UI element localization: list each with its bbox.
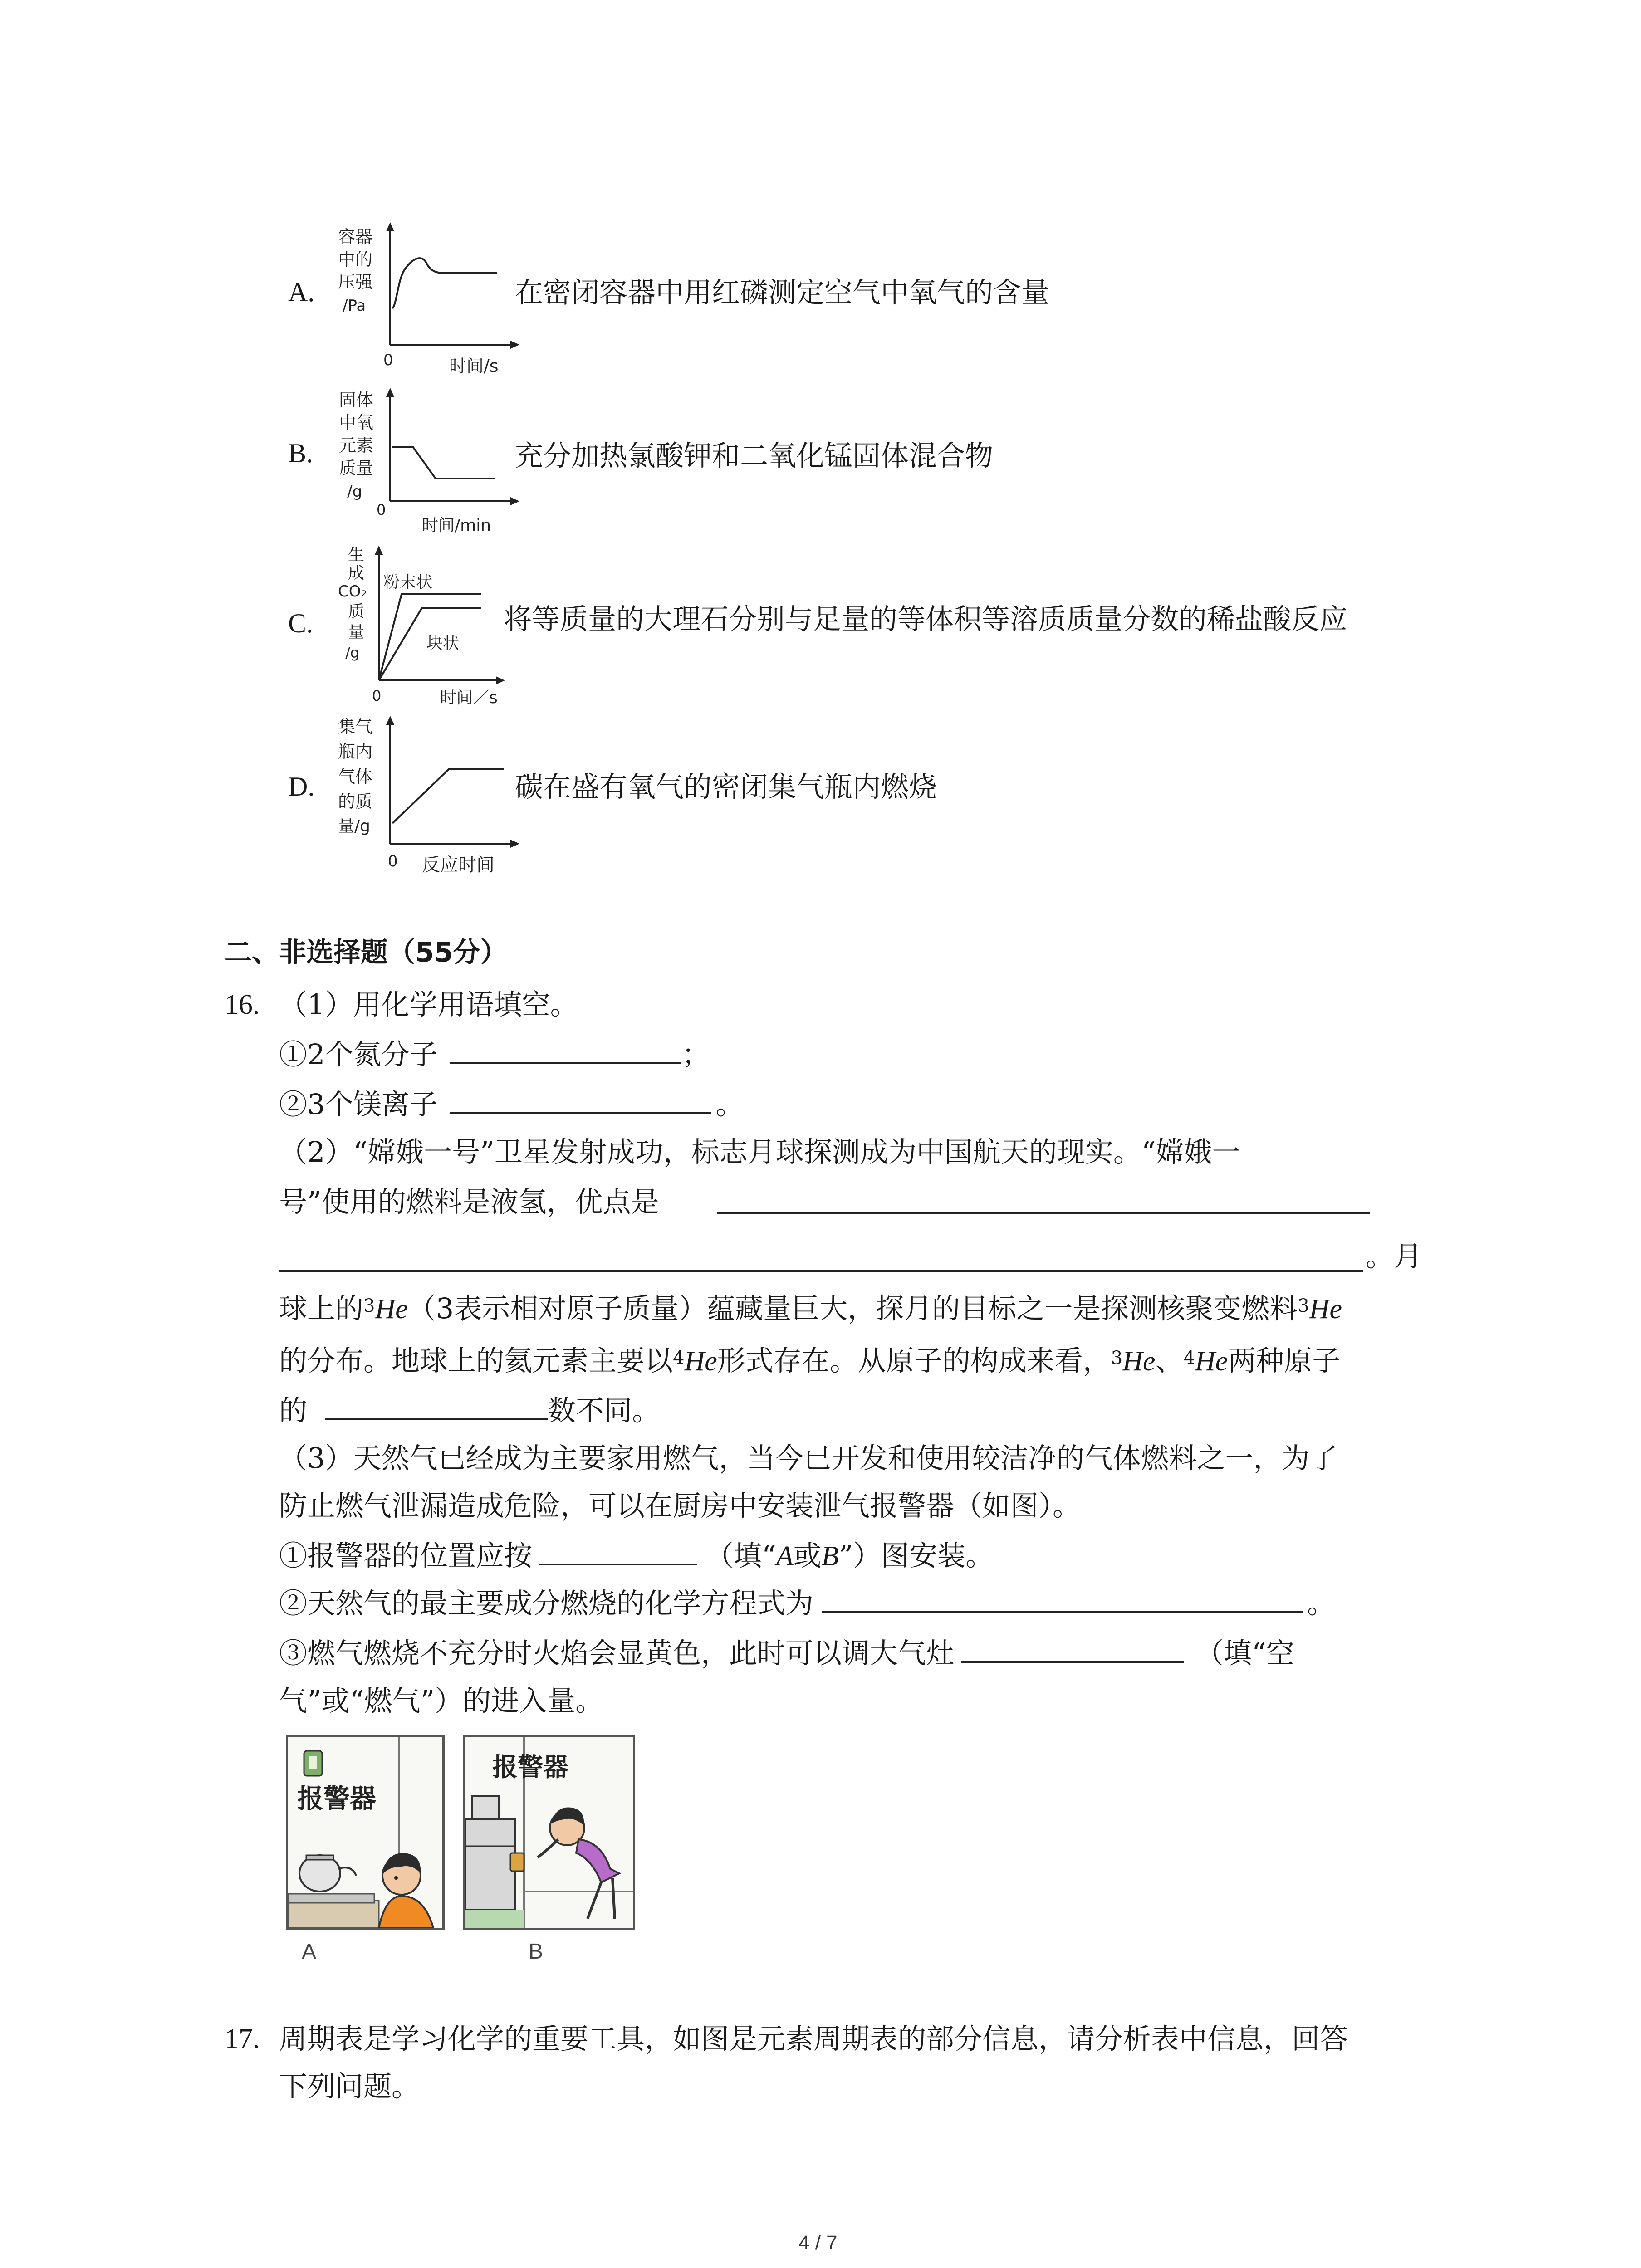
- option-c-ylabel-4: 质: [348, 602, 365, 621]
- option-b-ylabel-2: 中氧: [339, 413, 374, 433]
- figure-a-alarm-text: 报警器: [297, 1783, 377, 1814]
- option-c-ylabel-6: /g: [345, 644, 360, 661]
- option-b-ylabel-4: 质量: [339, 458, 374, 478]
- option-c-ylabel-1: 生: [348, 546, 365, 564]
- option-b-origin: 0: [377, 501, 386, 518]
- option-c-graph: [333, 542, 515, 716]
- q16-blank-alarm-position[interactable]: [539, 1538, 697, 1565]
- q16-part2-line2: 号”使用的燃料是液氢，优点是: [279, 1185, 659, 1218]
- q16-part3-item-c-cont: 气”或“燃气”）的进入量。: [279, 1684, 604, 1717]
- option-c-xlabel: 时间／s: [440, 689, 498, 707]
- figure-b-label: B: [529, 1940, 544, 1964]
- option-a-letter: A.: [288, 277, 315, 307]
- option-d-description: 碳在盛有氧气的密闭集气瓶内燃烧: [515, 770, 937, 803]
- q16-part1-item-a: ①2个氮分子 ；: [279, 1038, 710, 1071]
- option-d-origin: 0: [388, 852, 398, 870]
- option-c-description: 将等质量的大理石分别与足量的等体积等溶质质量分数的稀盐酸反应: [504, 602, 1348, 635]
- q16-blank-hydrogen-advantage-2[interactable]: [279, 1270, 1363, 1272]
- option-d-ylabel-1: 集气: [338, 717, 373, 737]
- q16-part3-item-b: ②天然气的最主要成分燃烧的化学方程式为 。: [279, 1587, 1336, 1620]
- q16-part3-line2: 防止燃气泄漏造成危险，可以在厨房中安装泄气报警器（如图）。: [279, 1489, 1081, 1522]
- option-d-letter: D.: [288, 772, 315, 802]
- option-b-graph: [333, 388, 524, 544]
- q16-part2-line6: 的 数不同。: [279, 1394, 661, 1427]
- option-d-ylabel-2: 瓶内: [338, 742, 373, 762]
- q16-part2-line5: 的分布。地球上的氦元素主要以$^4$He形式存在。从原子的构成来看，$^3$He、$^4$He两种原子: [279, 1344, 1341, 1377]
- figure-b-alarm-low: [463, 1735, 635, 1930]
- figure-a-alarm-high: [286, 1735, 445, 1930]
- option-b-ylabel-1: 固体: [339, 390, 374, 410]
- option-c-origin: 0: [372, 687, 382, 704]
- option-c-ylabel-2: 成: [348, 564, 365, 582]
- option-a-description: 在密闭容器中用红磷测定空气中氧气的含量: [515, 276, 1050, 309]
- option-a-ylabel-1: 容器: [338, 227, 373, 247]
- q16-part2-line3-end: 。月: [1366, 1240, 1422, 1273]
- section-2-title: 二、非选择题（55分）: [225, 937, 508, 968]
- option-a-graph: [333, 222, 524, 387]
- option-d-ylabel-3: 气体: [338, 767, 373, 787]
- figure-b-alarm-text: 报警器: [492, 1753, 568, 1782]
- option-d-xlabel: 反应时间: [422, 855, 495, 875]
- q17-number: 17.: [225, 2024, 260, 2054]
- option-b-xlabel: 时间/min: [422, 516, 491, 535]
- q16-part2-line4: 球上的$^3$He（3表示相对原子质量）蕴藏量巨大，探月的目标之一是探测核聚变燃料$^3$He: [279, 1292, 1342, 1325]
- q16-blank-magnesium-ions[interactable]: [450, 1087, 711, 1114]
- q16-blank-nitrogen-molecules[interactable]: [450, 1037, 681, 1064]
- option-b-ylabel-5: /g: [347, 483, 362, 501]
- option-d-graph: [333, 714, 524, 884]
- option-a-xlabel: 时间/s: [449, 356, 499, 376]
- option-c-letter: C.: [288, 608, 314, 638]
- option-a-ylabel-3: 压强: [338, 272, 373, 292]
- option-a-ylabel-2: 中的: [338, 249, 373, 269]
- q16-blank-particle-number[interactable]: [325, 1393, 548, 1420]
- option-a-origin: 0: [383, 351, 393, 369]
- q16-part3-line1: （3）天然气已经成为主要家用燃气，当今已开发和使用较洁净的气体燃料之一，为了: [279, 1442, 1338, 1475]
- option-a-ylabel-4: /Pa: [343, 297, 366, 315]
- option-c-ylabel-5: 量: [348, 623, 365, 641]
- option-c-series-powder: 粉末状: [383, 573, 433, 591]
- q16-number: 16.: [225, 989, 260, 1020]
- option-c-series-block: 块状: [426, 634, 460, 653]
- page-number: 4 / 7: [798, 2232, 838, 2254]
- q16-part2-line1: （2）“嫦娥一号”卫星发射成功，标志月球探测成为中国航天的现实。“嫦娥一: [279, 1135, 1240, 1168]
- q16-blank-hydrogen-advantage-1[interactable]: [717, 1212, 1370, 1214]
- q17-line2: 下列问题。: [279, 2070, 420, 2103]
- option-d-ylabel-4: 的质: [338, 792, 373, 811]
- q16-blank-air-or-gas[interactable]: [961, 1636, 1184, 1663]
- option-b-ylabel-3: 元素: [339, 435, 374, 455]
- option-b-letter: B.: [288, 438, 314, 468]
- q16-part3-item-a: ①报警器的位置应按 （填“A或B”）图安装。: [279, 1539, 994, 1572]
- q16-part1-item-b: ②3个镁离子 。: [279, 1088, 744, 1121]
- option-d-ylabel-5: 量/g: [338, 817, 370, 836]
- q16-blank-methane-equation[interactable]: [822, 1586, 1303, 1613]
- q16-part1-intro: （1）用化学用语填空。: [279, 988, 578, 1021]
- figure-a-label: A: [302, 1940, 317, 1964]
- q17-line1: 周期表是学习化学的重要工具，如图是元素周期表的部分信息，请分析表中信息，回答: [279, 2022, 1348, 2055]
- option-c-ylabel-3: CO₂: [338, 582, 367, 601]
- option-b-description: 充分加热氯酸钾和二氧化锰固体混合物: [515, 439, 994, 472]
- q16-part3-item-c: ③燃气燃烧不充分时火焰会显黄色，此时可以调大气灶 （填“空: [279, 1637, 1294, 1670]
